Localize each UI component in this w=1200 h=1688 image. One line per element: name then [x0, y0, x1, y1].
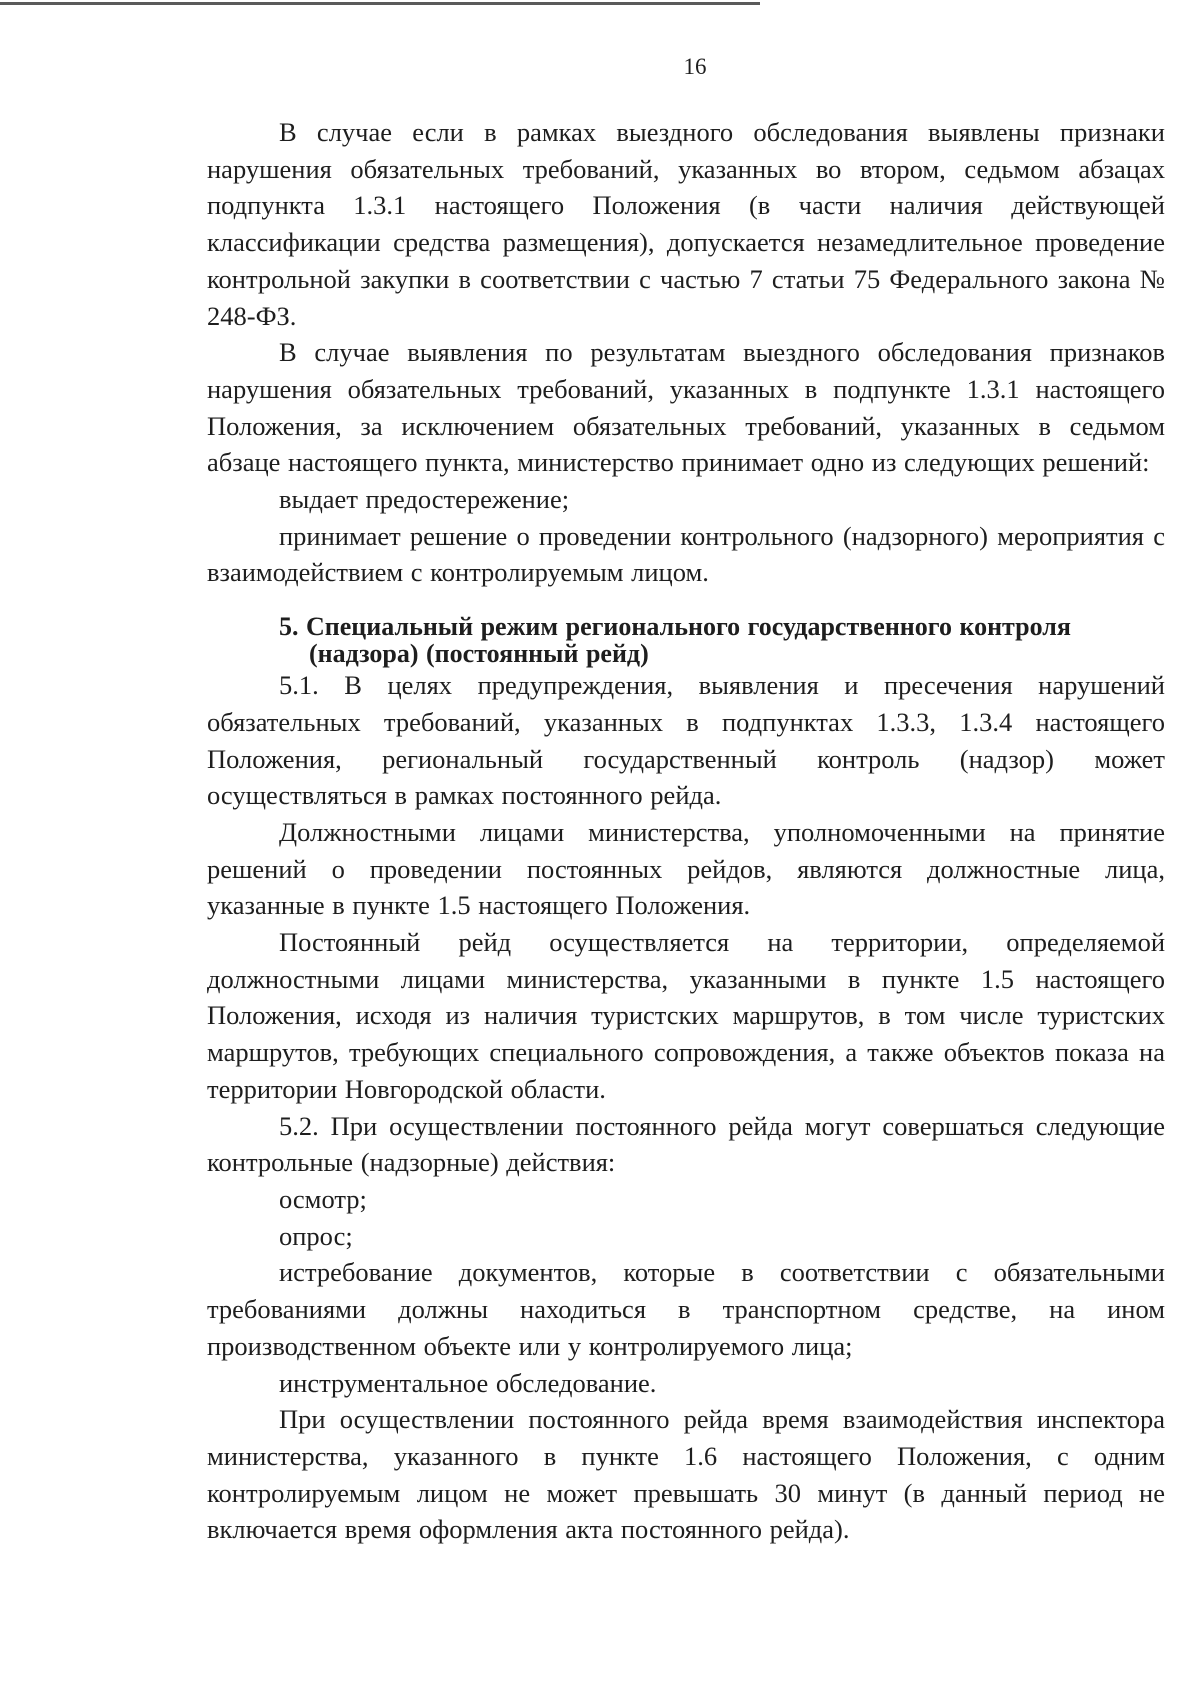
paragraph-5-2: 5.2. При осуществлении постоянного рейда могут совершаться следующие контрольные (надзорные) действия: — [207, 1110, 1165, 1178]
list-item-warning: выдает предостережение; — [279, 484, 570, 515]
list-item-documents-request: истребование документов, которые в соответствии с обязательными требованиями должны находиться в транспортном средстве, на ином производственном объекте или у контролируемого лица; — [207, 1257, 1165, 1361]
list-item-control-event: принимает решение о проведении контрольного (надзорного) мероприятия с взаимодействием с контролируемым лицом. — [207, 520, 1165, 588]
section-heading — [207, 613, 1165, 667]
paragraph-officials: Должностными лицами министерства, уполномоченными на принятие решений о проведении постоянных рейдов, являются должностные лица, указанные в пункте 1.5 настоящего Положения. — [207, 816, 1165, 921]
page-number: 16 — [683, 54, 707, 79]
paragraph-interaction-time: При осуществлении постоянного рейда время взаимодействия инспектора министерства, указанного в пункте 1.6 настоящего Положения, с одним контролируемым лицом не может превышать 30 минут (в данный период не включается время оформления акта постоянного рейда). — [207, 1404, 1165, 1545]
list-item-survey: опрос; — [279, 1220, 353, 1251]
paragraph-5-1: 5.1. В целях предупреждения, выявления и пресечения нарушений обязательных требований, указанных в подпунктах 1.3.3, 1.3.4 настоящего Положения, региональный государственный контроль (надзор) может осуществляться в рамках постоянного рейда. — [207, 670, 1165, 811]
paragraph-control-purchase: В случае если в рамках выездного обследования выявлены признаки нарушения обязательных требований, указанных во втором, седьмом абзацах подпункта 1.3.1 настоящего Положения (в части наличия действующей классификации средства размещения), допускается незамедлительное проведение контрольной закупки в соответствии с частью 7 статьи 75 Федерального закона № 248-ФЗ. — [207, 117, 1165, 331]
list-item-inspection: осмотр; — [279, 1183, 367, 1214]
paragraph-ministry-decisions: В случае выявления по результатам выездного обследования признаков нарушения обязательных требований, указанных в подпункте 1.3.1 настоящего Положения, за исключением обязательных требований, указанных в седьмом абзаце настоящего пункта, министерство принимает одно из следующих решений: — [207, 337, 1165, 478]
section-heading-line1: 5. Специальный режим регионального государственного контроля — [279, 612, 1071, 642]
list-item-instrumental-examination: инструментальное обследование. — [279, 1367, 657, 1398]
paragraph-raid-territory: Постоянный рейд осуществляется на территории, определяемой должностными лицами министерства, указанными в пункте 1.5 настоящего Положения, исходя из наличия туристских маршрутов, в том числе туристских маршрутов, требующих специального сопровождения, а также объектов показа на территории Новгородской области. — [207, 927, 1165, 1104]
section-heading-line2: (надзора) (постоянный рейд) — [309, 639, 649, 669]
scan-top-border — [0, 2, 760, 5]
document-body — [207, 114, 1165, 1548]
